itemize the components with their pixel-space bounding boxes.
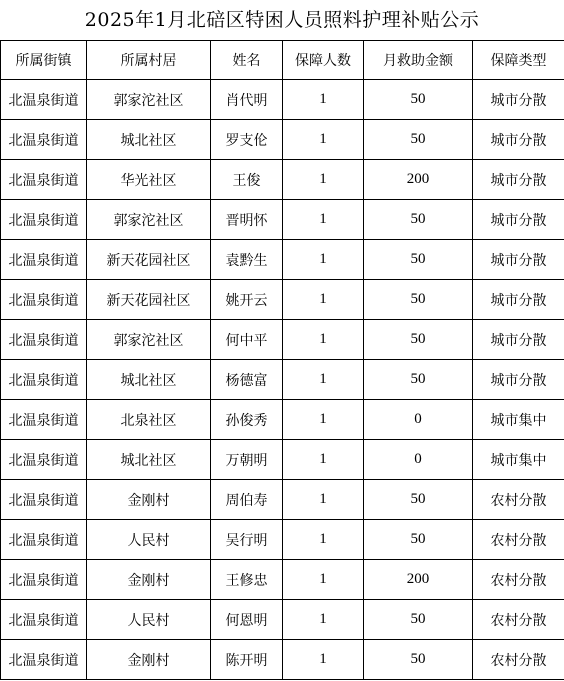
table-row [1,600,564,640]
cell-count: 1 [283,320,364,360]
header-type: 保障类型 [473,41,564,80]
cell-amount: 50 [364,600,473,640]
cell-street: 北温泉街道 [1,560,87,600]
cell-type: 城市集中 [473,400,564,440]
cell-name: 陈开明 [211,640,283,680]
cell-community: 新天花园社区 [87,280,211,320]
cell-type: 农村分散 [473,600,564,640]
cell-name: 杨德富 [211,360,283,400]
header-name: 姓名 [211,41,283,80]
cell-name: 姚开云 [211,280,283,320]
table-row [1,640,564,680]
cell-name: 周伯寿 [211,480,283,520]
cell-type: 农村分散 [473,640,564,680]
cell-name: 何恩明 [211,600,283,640]
cell-type: 城市分散 [473,80,564,120]
cell-community: 金刚村 [87,640,211,680]
cell-amount: 200 [364,160,473,200]
table-row [1,160,564,200]
cell-amount: 50 [364,360,473,400]
cell-type: 城市集中 [473,440,564,480]
cell-amount: 50 [364,240,473,280]
cell-name: 肖代明 [211,80,283,120]
cell-street: 北温泉街道 [1,200,87,240]
cell-community: 郭家沱社区 [87,200,211,240]
cell-amount: 50 [364,200,473,240]
cell-amount: 50 [364,120,473,160]
cell-name: 罗支伦 [211,120,283,160]
cell-community: 金刚村 [87,480,211,520]
cell-amount: 50 [364,320,473,360]
cell-type: 城市分散 [473,240,564,280]
table-row [1,400,564,440]
cell-name: 孙俊秀 [211,400,283,440]
table-row [1,480,564,520]
cell-community: 郭家沱社区 [87,80,211,120]
cell-community: 郭家沱社区 [87,320,211,360]
table-header-row [1,41,564,80]
cell-name: 袁黔生 [211,240,283,280]
cell-count: 1 [283,480,364,520]
table-row [1,360,564,400]
cell-street: 北温泉街道 [1,400,87,440]
cell-amount: 200 [364,560,473,600]
cell-type: 农村分散 [473,520,564,560]
cell-type: 城市分散 [473,320,564,360]
table-row [1,120,564,160]
subsidy-table [0,40,564,680]
cell-type: 城市分散 [473,120,564,160]
cell-street: 北温泉街道 [1,240,87,280]
cell-street: 北温泉街道 [1,480,87,520]
table-row [1,440,564,480]
cell-count: 1 [283,360,364,400]
page-title: 2025年1月北碚区特困人员照料护理补贴公示 [84,9,480,31]
header-count: 保障人数 [283,41,364,80]
cell-count: 1 [283,200,364,240]
cell-street: 北温泉街道 [1,640,87,680]
cell-amount: 0 [364,440,473,480]
cell-name: 晋明怀 [211,200,283,240]
cell-street: 北温泉街道 [1,320,87,360]
table-row [1,320,564,360]
cell-count: 1 [283,80,364,120]
cell-amount: 50 [364,520,473,560]
table-row [1,520,564,560]
cell-community: 华光社区 [87,160,211,200]
cell-community: 金刚村 [87,560,211,600]
cell-community: 城北社区 [87,440,211,480]
cell-name: 吴行明 [211,520,283,560]
cell-community: 人民村 [87,520,211,560]
table-row [1,200,564,240]
cell-amount: 50 [364,480,473,520]
cell-street: 北温泉街道 [1,600,87,640]
table-row [1,240,564,280]
cell-community: 北泉社区 [87,400,211,440]
cell-type: 城市分散 [473,160,564,200]
cell-count: 1 [283,240,364,280]
cell-count: 1 [283,280,364,320]
cell-street: 北温泉街道 [1,80,87,120]
cell-street: 北温泉街道 [1,520,87,560]
cell-type: 城市分散 [473,200,564,240]
table-row [1,560,564,600]
cell-name: 何中平 [211,320,283,360]
header-amount: 月救助金额 [364,41,473,80]
cell-count: 1 [283,600,364,640]
cell-amount: 50 [364,280,473,320]
cell-name: 王俊 [211,160,283,200]
cell-count: 1 [283,520,364,560]
cell-community: 城北社区 [87,360,211,400]
cell-name: 王修忠 [211,560,283,600]
header-street: 所属街镇 [1,41,87,80]
cell-type: 城市分散 [473,280,564,320]
cell-count: 1 [283,400,364,440]
cell-community: 人民村 [87,600,211,640]
cell-street: 北温泉街道 [1,360,87,400]
cell-street: 北温泉街道 [1,280,87,320]
header-community: 所属村居 [87,41,211,80]
cell-type: 城市分散 [473,360,564,400]
table-row [1,280,564,320]
cell-street: 北温泉街道 [1,440,87,480]
cell-community: 城北社区 [87,120,211,160]
cell-name: 万朝明 [211,440,283,480]
cell-count: 1 [283,440,364,480]
cell-amount: 0 [364,400,473,440]
table-body [1,80,564,680]
cell-count: 1 [283,640,364,680]
cell-community: 新天花园社区 [87,240,211,280]
cell-count: 1 [283,560,364,600]
cell-count: 1 [283,120,364,160]
cell-amount: 50 [364,80,473,120]
cell-type: 农村分散 [473,560,564,600]
cell-street: 北温泉街道 [1,160,87,200]
cell-count: 1 [283,160,364,200]
cell-street: 北温泉街道 [1,120,87,160]
cell-type: 农村分散 [473,480,564,520]
cell-amount: 50 [364,640,473,680]
table-row [1,80,564,120]
